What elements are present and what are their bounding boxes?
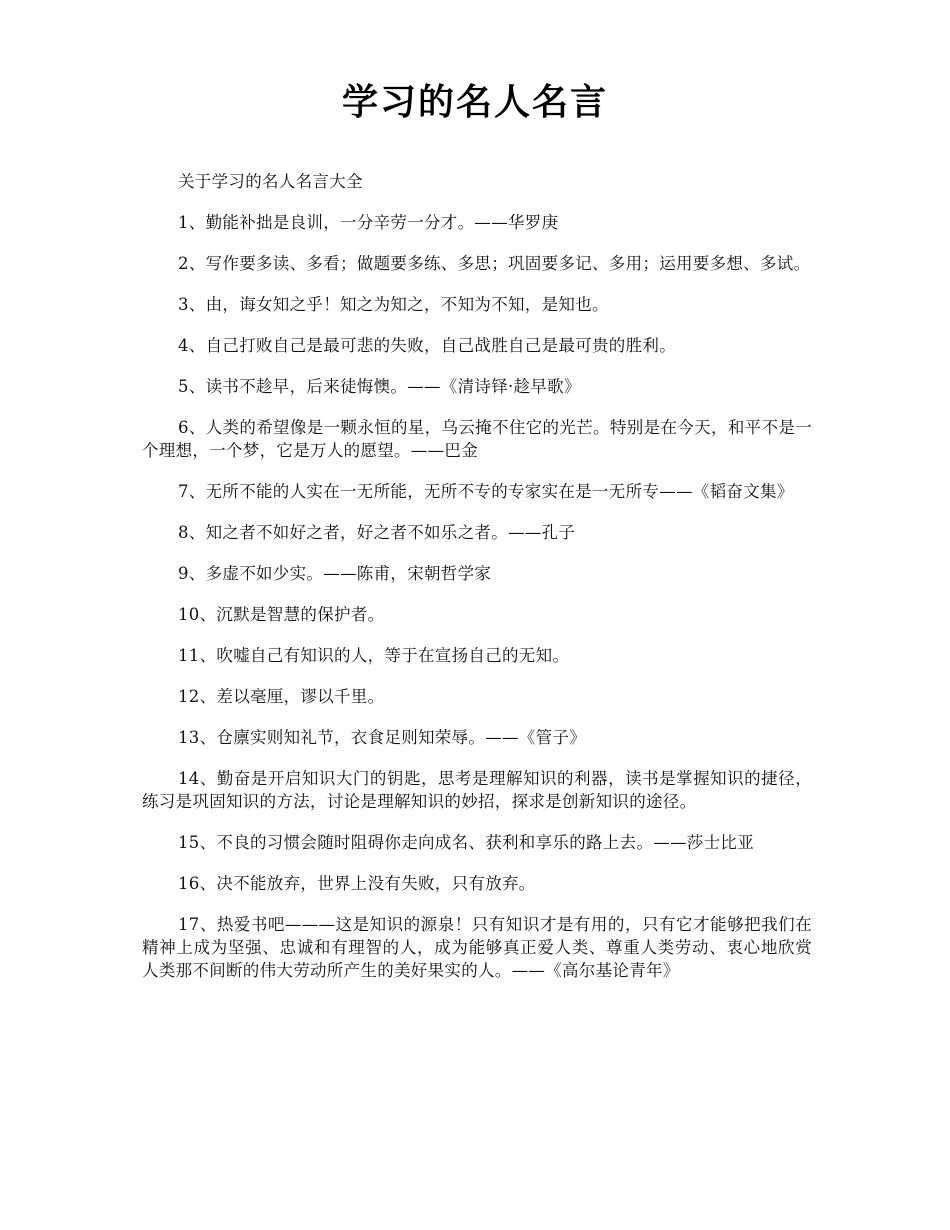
quote-paragraph: 15、不良的习惯会随时阻碍你走向成名、获利和享乐的路上去。——莎士比亚 (178, 833, 754, 852)
quote-paragraph: 2、写作要多读、多看；做题要多练、多思；巩固要多记、多用；运用要多想、多试。 (178, 254, 811, 273)
document-body (142, 170, 812, 1000)
quote-paragraph: 12、差以毫厘，谬以千里。 (178, 687, 385, 706)
quote-paragraph: 8、知之者不如好之者，好之者不如乐之者。——孔子 (178, 523, 576, 542)
quote-paragraph: 6、人类的希望像是一颗永恒的星，乌云掩不住它的光芒。特别是在今天，和平不是一个理想，一个梦，它是万人的愿望。——巴金 (142, 418, 812, 460)
quote-paragraph: 3、由，诲女知之乎！知之为知之，不知为不知，是知也。 (178, 295, 609, 314)
page-title: 学习的名人名言 (341, 82, 608, 123)
quote-paragraph: 13、仓廪实则知礼节，衣食足则知荣辱。——《管子》 (178, 728, 586, 747)
quote-paragraph: 11、吹嘘自己有知识的人，等于在宣扬自己的无知。 (178, 646, 570, 665)
quote-paragraph: 16、决不能放弃，世界上没有失败，只有放弃。 (178, 874, 536, 893)
quote-paragraph: 1、勤能补拙是良训，一分辛劳一分才。——华罗庚 (178, 213, 559, 232)
quote-paragraph: 10、沉默是智慧的保护者。 (178, 605, 385, 624)
quote-paragraph: 14、勤奋是开启知识大门的钥匙，思考是理解知识的利器，读书是掌握知识的捷径，练习是巩固知识的方法，讨论是理解知识的妙招，探求是创新知识的途径。 (142, 769, 812, 811)
quote-paragraph: 5、读书不趁早，后来徒悔懊。——《清诗铎·趁早歌》 (178, 377, 581, 396)
quote-paragraph: 9、多虚不如少实。——陈甫，宋朝哲学家 (178, 564, 492, 583)
quote-paragraph: 4、自己打败自己是最可悲的失败，自己战胜自己是最可贵的胜利。 (178, 336, 676, 355)
intro-paragraph: 关于学习的名人名言大全 (178, 172, 363, 191)
quote-paragraph: 7、无所不能的人实在一无所能，无所不专的专家实在是一无所专——《韬奋文集》 (178, 482, 794, 501)
quote-paragraph: 17、热爱书吧———这是知识的源泉！只有知识才是有用的，只有它才能够把我们在精神上成为坚强、忠诚和有理智的人，成为能够真正爱人类、尊重人类劳动、衷心地欣赏人类那不间断的伟大劳动所产生的美好果实的人。——《高尔基论青年》 (142, 915, 812, 980)
